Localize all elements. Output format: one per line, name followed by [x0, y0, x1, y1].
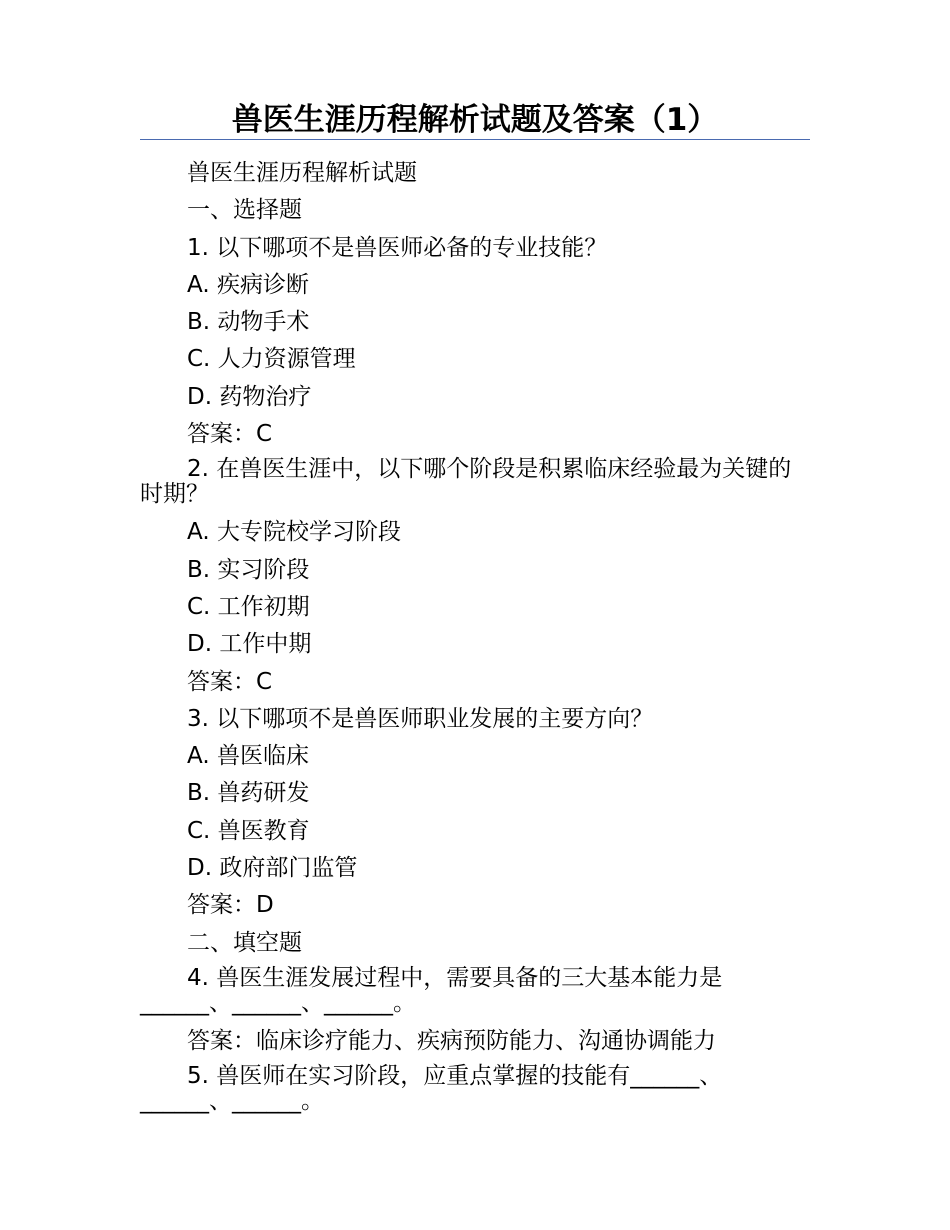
answer: 答案：C — [187, 421, 273, 448]
option: A. 疾病诊断 — [187, 271, 309, 298]
question: 5. 兽医师在实习阶段，应重点掌握的技能有______、______、______。 — [140, 1063, 723, 1115]
subtitle: 兽医生涯历程解析试题 — [187, 160, 417, 186]
document-body — [140, 155, 820, 1121]
question: 3. 以下哪项不是兽医师职业发展的主要方向？ — [187, 705, 654, 732]
answer: 答案：D — [187, 892, 274, 919]
question: 4. 兽医生涯发展过程中，需要具备的三大基本能力是______、______、______。 — [140, 964, 723, 1016]
option: C. 兽医教育 — [187, 817, 310, 844]
document-title: 兽医生涯历程解析试题及答案（1） — [231, 102, 719, 138]
option: B. 实习阶段 — [187, 556, 310, 583]
section-heading: 一、选择题 — [187, 197, 302, 224]
answer: 答案：C — [187, 668, 273, 695]
option: D. 药物治疗 — [187, 383, 312, 410]
option: D. 工作中期 — [187, 631, 312, 658]
option: C. 人力资源管理 — [187, 346, 356, 373]
answer: 答案：临床诊疗能力、疾病预防能力、沟通协调能力 — [187, 1027, 716, 1054]
option: A. 大专院校学习阶段 — [187, 519, 401, 546]
question: 2. 在兽医生涯中，以下哪个阶段是积累临床经验最为关键的时期？ — [140, 456, 792, 508]
section-heading: 二、填空题 — [187, 929, 302, 956]
option: D. 政府部门监管 — [187, 855, 358, 882]
question: 1. 以下哪项不是兽医师必备的专业技能？ — [187, 234, 608, 261]
option: A. 兽医临床 — [187, 743, 309, 770]
option: B. 兽药研发 — [187, 780, 310, 807]
option: C. 工作初期 — [187, 593, 310, 620]
option: B. 动物手术 — [187, 309, 310, 336]
title-underline — [140, 139, 810, 140]
